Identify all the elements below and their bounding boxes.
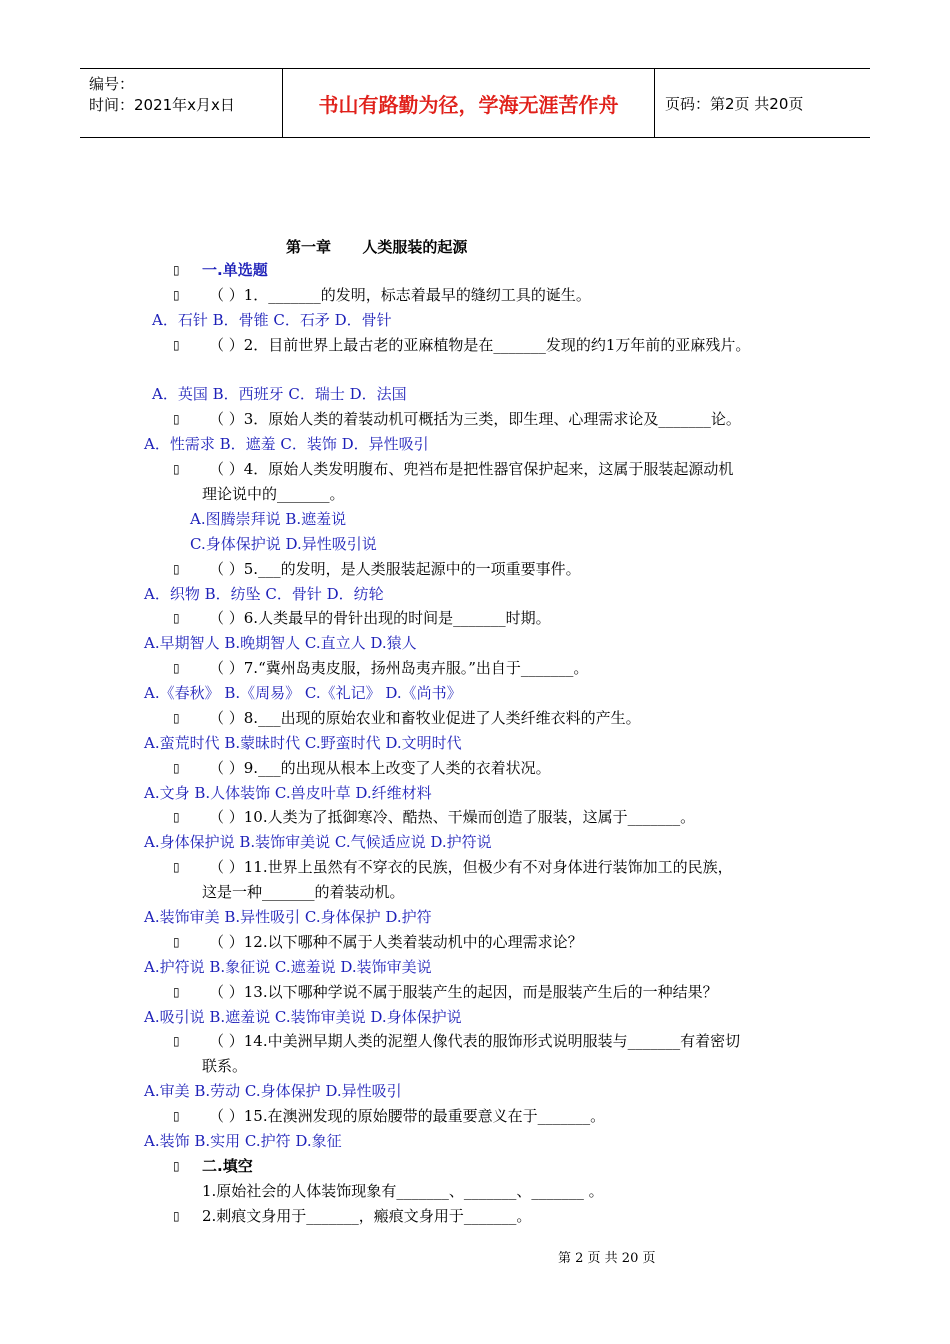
bullet-icon: ▯ — [173, 412, 180, 426]
page-header — [80, 68, 870, 138]
number-label: 编号： — [89, 75, 135, 93]
bullet-icon: ▯ — [173, 761, 180, 775]
question-4: （ ）4．原始人类发明腹布、兜裆布是把性器官保护起来，这属于服装起源动机 — [209, 460, 734, 478]
options-13: A.吸引说 B.遮羞说 C.装饰审美说 D.身体保护说 — [144, 1008, 462, 1026]
bullet-icon: ▯ — [173, 1209, 180, 1223]
bullet-icon: ▯ — [173, 1159, 180, 1173]
bullet-icon: ▯ — [173, 288, 180, 302]
options-3: A．性需求 B．遮羞 C．装饰 D．异性吸引 — [144, 435, 429, 453]
chapter-title: 第一章 人类服装的起源 — [286, 238, 468, 256]
question-15: （ ）15.在澳洲发现的原始腰带的最重要意义在于_______。 — [209, 1107, 606, 1125]
options-11: A.装饰审美 B.异性吸引 C.身体保护 D.护符 — [144, 908, 432, 926]
bullet-icon: ▯ — [173, 562, 180, 576]
question-11: （ ）11.世界上虽然有不穿衣的民族，但极少有不对身体进行装饰加工的民族， — [209, 858, 733, 876]
bullet-icon: ▯ — [173, 711, 180, 725]
bullet-icon: ▯ — [173, 462, 180, 476]
fill-question-1: 1.原始社会的人体装饰现象有_______、_______、_______ 。 — [202, 1182, 604, 1200]
bullet-icon: ▯ — [173, 338, 180, 352]
options-12: A.护符说 B.象征说 C.遮羞说 D.装饰审美说 — [144, 958, 432, 976]
options-6: A.早期智人 B.晚期智人 C.直立人 D.猿人 — [144, 634, 417, 652]
section-fill-blank: 二.填空 — [202, 1157, 253, 1175]
question-7: （ ）7.“冀州岛夷皮服，扬州岛夷卉服。”出自于_______。 — [209, 659, 589, 677]
bullet-icon: ▯ — [173, 985, 180, 999]
time-label: 时间：2021年x月x日 — [89, 96, 235, 114]
page-footer: 第 2 页 共 20 页 — [558, 1251, 656, 1266]
bullet-icon: ▯ — [173, 661, 180, 675]
bullet-icon: ▯ — [173, 1109, 180, 1123]
header-meta — [80, 69, 283, 137]
bullet-icon: ▯ — [173, 263, 180, 277]
question-13: （ ）13.以下哪种学说不属于服装产生的起因，而是服装产生后的一种结果？ — [209, 983, 718, 1001]
options-10: A.身体保护说 B.装饰审美说 C.气候适应说 D.护符说 — [144, 833, 492, 851]
fill-question-2: 2.刺痕文身用于_______，瘢痕文身用于_______。 — [202, 1207, 532, 1225]
question-4-cont: 理论说中的_______。 — [202, 485, 345, 503]
motto: 书山有路勤为径，学海无涯苦作舟 — [283, 69, 655, 137]
bullet-icon: ▯ — [173, 860, 180, 874]
question-3: （ ）3．原始人类的着装动机可概括为三类，即生理、心理需求论及_______论。 — [209, 410, 741, 428]
question-12: （ ）12.以下哪种不属于人类着装动机中的心理需求论？ — [209, 933, 583, 951]
options-1: A．石针 B．骨锥 C．石矛 D．骨针 — [152, 311, 392, 329]
question-14-cont: 联系。 — [202, 1057, 248, 1075]
page-info: 页码：第2页 共20页 — [665, 94, 804, 113]
bullet-icon: ▯ — [173, 611, 180, 625]
question-2: （ ）2．目前世界上最古老的亚麻植物是在_______发现的约1万年前的亚麻残片。 — [209, 336, 751, 354]
question-5: （ ）5.___的发明，是人类服装起源中的一项重要事件。 — [209, 560, 581, 578]
options-15: A.装饰 B.实用 C.护符 D.象征 — [144, 1132, 342, 1150]
question-8: （ ）8.___出现的原始农业和畜牧业促进了人类纤维衣料的产生。 — [209, 709, 641, 727]
bullet-icon: ▯ — [173, 1034, 180, 1048]
options-8: A.蛮荒时代 B.蒙昧时代 C.野蛮时代 D.文明时代 — [144, 734, 462, 752]
options-4a: A.图腾崇拜说 B.遮羞说 — [190, 510, 347, 528]
options-9: A.文身 B.人体装饰 C.兽皮叶草 D.纤维材料 — [144, 784, 432, 802]
bullet-icon: ▯ — [173, 810, 180, 824]
question-10: （ ）10.人类为了抵御寒冷、酷热、干燥而创造了服装，这属于_______。 — [209, 808, 696, 826]
options-4b: C.身体保护说 D.异性吸引说 — [190, 535, 377, 553]
options-5: A．织物 B．纺坠 C．骨针 D．纺轮 — [144, 585, 384, 603]
question-6: （ ）6.人类最早的骨针出现的时间是_______时期。 — [209, 609, 551, 627]
options-14: A.审美 B.劳动 C.身体保护 D.异性吸引 — [144, 1082, 402, 1100]
question-9: （ ）9.___的出现从根本上改变了人类的衣着状况。 — [209, 759, 551, 777]
question-11-cont: 这是一种_______的着装动机。 — [202, 883, 405, 901]
question-14: （ ）14.中美洲早期人类的泥塑人像代表的服饰形式说明服装与_______有着密切 — [209, 1032, 741, 1050]
options-7: A.《春秋》 B.《周易》 C.《礼记》 D.《尚书》 — [144, 684, 462, 702]
section-single-choice: 一.单选题 — [202, 261, 268, 279]
options-2: A．英国 B．西班牙 C．瑞士 D．法国 — [152, 385, 407, 403]
bullet-icon: ▯ — [173, 935, 180, 949]
question-1: （ ）1．_______的发明，标志着最早的缝纫工具的诞生。 — [209, 286, 591, 304]
